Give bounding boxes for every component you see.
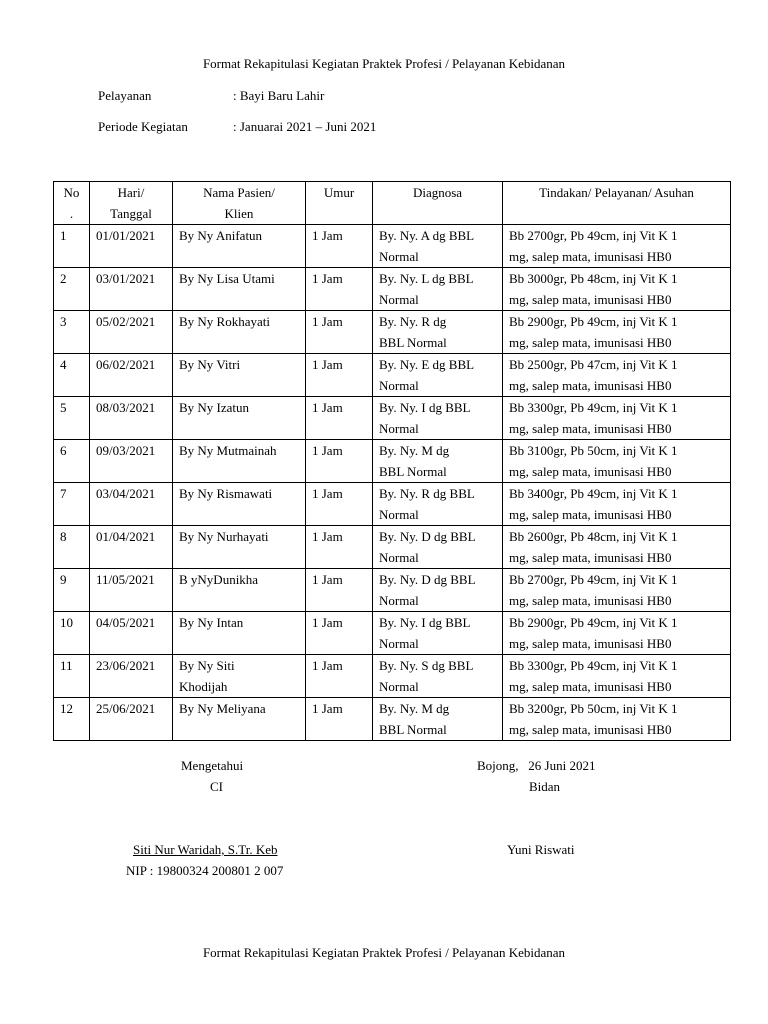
header-nama-pasien: Nama Pasien/ Klien (173, 182, 306, 225)
rekap-table (53, 181, 731, 741)
cell-umur: 1 Jam (306, 569, 373, 612)
cell-umur: 1 Jam (306, 526, 373, 569)
cell-nama-pasien: By Ny Lisa Utami (173, 268, 306, 311)
cell-diagnosa: By. Ny. D dg BBL Normal (373, 569, 503, 612)
cell-diagnosa: By. Ny. S dg BBL Normal (373, 655, 503, 698)
table-row (54, 526, 731, 569)
cell-tindakan: Bb 2900gr, Pb 49cm, inj Vit K 1 mg, salep mata, imunisasi HB0 (503, 612, 731, 655)
cell-umur: 1 Jam (306, 354, 373, 397)
cell-nama-pasien: By Ny Rismawati (173, 483, 306, 526)
cell-tanggal: 11/05/2021 (90, 569, 173, 612)
cell-diagnosa: By. Ny. I dg BBL Normal (373, 612, 503, 655)
cell-tanggal: 25/06/2021 (90, 698, 173, 741)
cell-no: 7 (54, 483, 90, 526)
cell-no: 4 (54, 354, 90, 397)
cell-tanggal: 03/01/2021 (90, 268, 173, 311)
cell-tindakan: Bb 3400gr, Pb 49cm, inj Vit K 1 mg, salep mata, imunisasi HB0 (503, 483, 731, 526)
cell-diagnosa: By. Ny. M dg BBL Normal (373, 440, 503, 483)
table-header-row (54, 182, 731, 225)
bidan-label: Bidan (529, 779, 561, 794)
document-title: Format Rekapitulasi Kegiatan Praktek Profesi / Pelayanan Kebidanan (202, 56, 566, 71)
table-row (54, 612, 731, 655)
cell-tindakan: Bb 3300gr, Pb 49cm, inj Vit K 1 mg, salep mata, imunisasi HB0 (503, 655, 731, 698)
cell-nama-pasien: By Ny Intan (173, 612, 306, 655)
cell-nama-pasien: By Ny Rokhayati (173, 311, 306, 354)
cell-nama-pasien: By Ny Vitri (173, 354, 306, 397)
cell-no: 12 (54, 698, 90, 741)
cell-umur: 1 Jam (306, 311, 373, 354)
header-no: No . (54, 182, 90, 225)
cell-diagnosa: By. Ny. D dg BBL Normal (373, 526, 503, 569)
cell-no: 8 (54, 526, 90, 569)
cell-nama-pasien: By Ny Nurhayati (173, 526, 306, 569)
cell-diagnosa: By. Ny. I dg BBL Normal (373, 397, 503, 440)
header-tanggal: Hari/ Tanggal (90, 182, 173, 225)
footer-title: Format Rekapitulasi Kegiatan Praktek Profesi / Pelayanan Kebidanan (202, 945, 566, 960)
cell-umur: 1 Jam (306, 225, 373, 268)
cell-nama-pasien: B yNyDunikha (173, 569, 306, 612)
table-row (54, 698, 731, 741)
cell-tindakan: Bb 3200gr, Pb 50cm, inj Vit K 1 mg, salep mata, imunisasi HB0 (503, 698, 731, 741)
cell-nama-pasien: By Ny Siti Khodijah (173, 655, 306, 698)
cell-tanggal: 09/03/2021 (90, 440, 173, 483)
cell-tindakan: Bb 3300gr, Pb 49cm, inj Vit K 1 mg, salep mata, imunisasi HB0 (503, 397, 731, 440)
table-row (54, 268, 731, 311)
header-tindakan: Tindakan/ Pelayanan/ Asuhan (503, 182, 731, 225)
cell-tindakan: Bb 3100gr, Pb 50cm, inj Vit K 1 mg, salep mata, imunisasi HB0 (503, 440, 731, 483)
cell-tindakan: Bb 3000gr, Pb 48cm, inj Vit K 1 mg, salep mata, imunisasi HB0 (503, 268, 731, 311)
cell-diagnosa: By. Ny. E dg BBL Normal (373, 354, 503, 397)
cell-umur: 1 Jam (306, 440, 373, 483)
cell-no: 2 (54, 268, 90, 311)
cell-no: 11 (54, 655, 90, 698)
cell-umur: 1 Jam (306, 397, 373, 440)
table-row (54, 354, 731, 397)
cell-tanggal: 03/04/2021 (90, 483, 173, 526)
table-row (54, 655, 731, 698)
ci-name: Siti Nur Waridah, S.Tr. Keb (133, 842, 278, 857)
cell-umur: 1 Jam (306, 698, 373, 741)
cell-umur: 1 Jam (306, 483, 373, 526)
cell-no: 9 (54, 569, 90, 612)
cell-nama-pasien: By Ny Mutmainah (173, 440, 306, 483)
table-row (54, 569, 731, 612)
pelayanan-label: Pelayanan (98, 88, 152, 103)
table-row (54, 483, 731, 526)
cell-diagnosa: By. Ny. A dg BBL Normal (373, 225, 503, 268)
cell-tindakan: Bb 2700gr, Pb 49cm, inj Vit K 1 mg, salep mata, imunisasi HB0 (503, 569, 731, 612)
cell-umur: 1 Jam (306, 268, 373, 311)
table-row (54, 440, 731, 483)
table-row (54, 311, 731, 354)
ci-label: CI (210, 779, 223, 794)
cell-tanggal: 04/05/2021 (90, 612, 173, 655)
cell-tanggal: 05/02/2021 (90, 311, 173, 354)
periode-value: : Januarai 2021 – Juni 2021 (233, 119, 377, 134)
cell-no: 10 (54, 612, 90, 655)
cell-nama-pasien: By Ny Izatun (173, 397, 306, 440)
cell-diagnosa: By. Ny. L dg BBL Normal (373, 268, 503, 311)
cell-umur: 1 Jam (306, 612, 373, 655)
place-date: Bojong, 26 Juni 2021 (477, 758, 596, 773)
cell-tindakan: Bb 2900gr, Pb 49cm, inj Vit K 1 mg, salep mata, imunisasi HB0 (503, 311, 731, 354)
cell-tanggal: 01/01/2021 (90, 225, 173, 268)
pelayanan-value: : Bayi Baru Lahir (233, 88, 325, 103)
table-row (54, 225, 731, 268)
ci-nip: NIP : 19800324 200801 2 007 (126, 863, 284, 878)
periode-label: Periode Kegiatan (98, 119, 188, 134)
header-diagnosa: Diagnosa (373, 182, 503, 225)
cell-tanggal: 06/02/2021 (90, 354, 173, 397)
cell-no: 1 (54, 225, 90, 268)
table-row (54, 397, 731, 440)
cell-no: 3 (54, 311, 90, 354)
cell-nama-pasien: By Ny Meliyana (173, 698, 306, 741)
cell-no: 5 (54, 397, 90, 440)
bidan-name: Yuni Riswati (507, 842, 575, 857)
cell-umur: 1 Jam (306, 655, 373, 698)
cell-diagnosa: By. Ny. M dg BBL Normal (373, 698, 503, 741)
cell-no: 6 (54, 440, 90, 483)
cell-tanggal: 01/04/2021 (90, 526, 173, 569)
cell-tanggal: 23/06/2021 (90, 655, 173, 698)
cell-tanggal: 08/03/2021 (90, 397, 173, 440)
cell-tindakan: Bb 2600gr, Pb 48cm, inj Vit K 1 mg, salep mata, imunisasi HB0 (503, 526, 731, 569)
mengetahui-label: Mengetahui (181, 758, 244, 773)
cell-diagnosa: By. Ny. R dg BBL Normal (373, 483, 503, 526)
cell-tindakan: Bb 2500gr, Pb 47cm, inj Vit K 1 mg, salep mata, imunisasi HB0 (503, 354, 731, 397)
table-body (54, 225, 731, 741)
cell-tindakan: Bb 2700gr, Pb 49cm, inj Vit K 1 mg, salep mata, imunisasi HB0 (503, 225, 731, 268)
header-umur: Umur (306, 182, 373, 225)
cell-diagnosa: By. Ny. R dg BBL Normal (373, 311, 503, 354)
cell-nama-pasien: By Ny Anifatun (173, 225, 306, 268)
